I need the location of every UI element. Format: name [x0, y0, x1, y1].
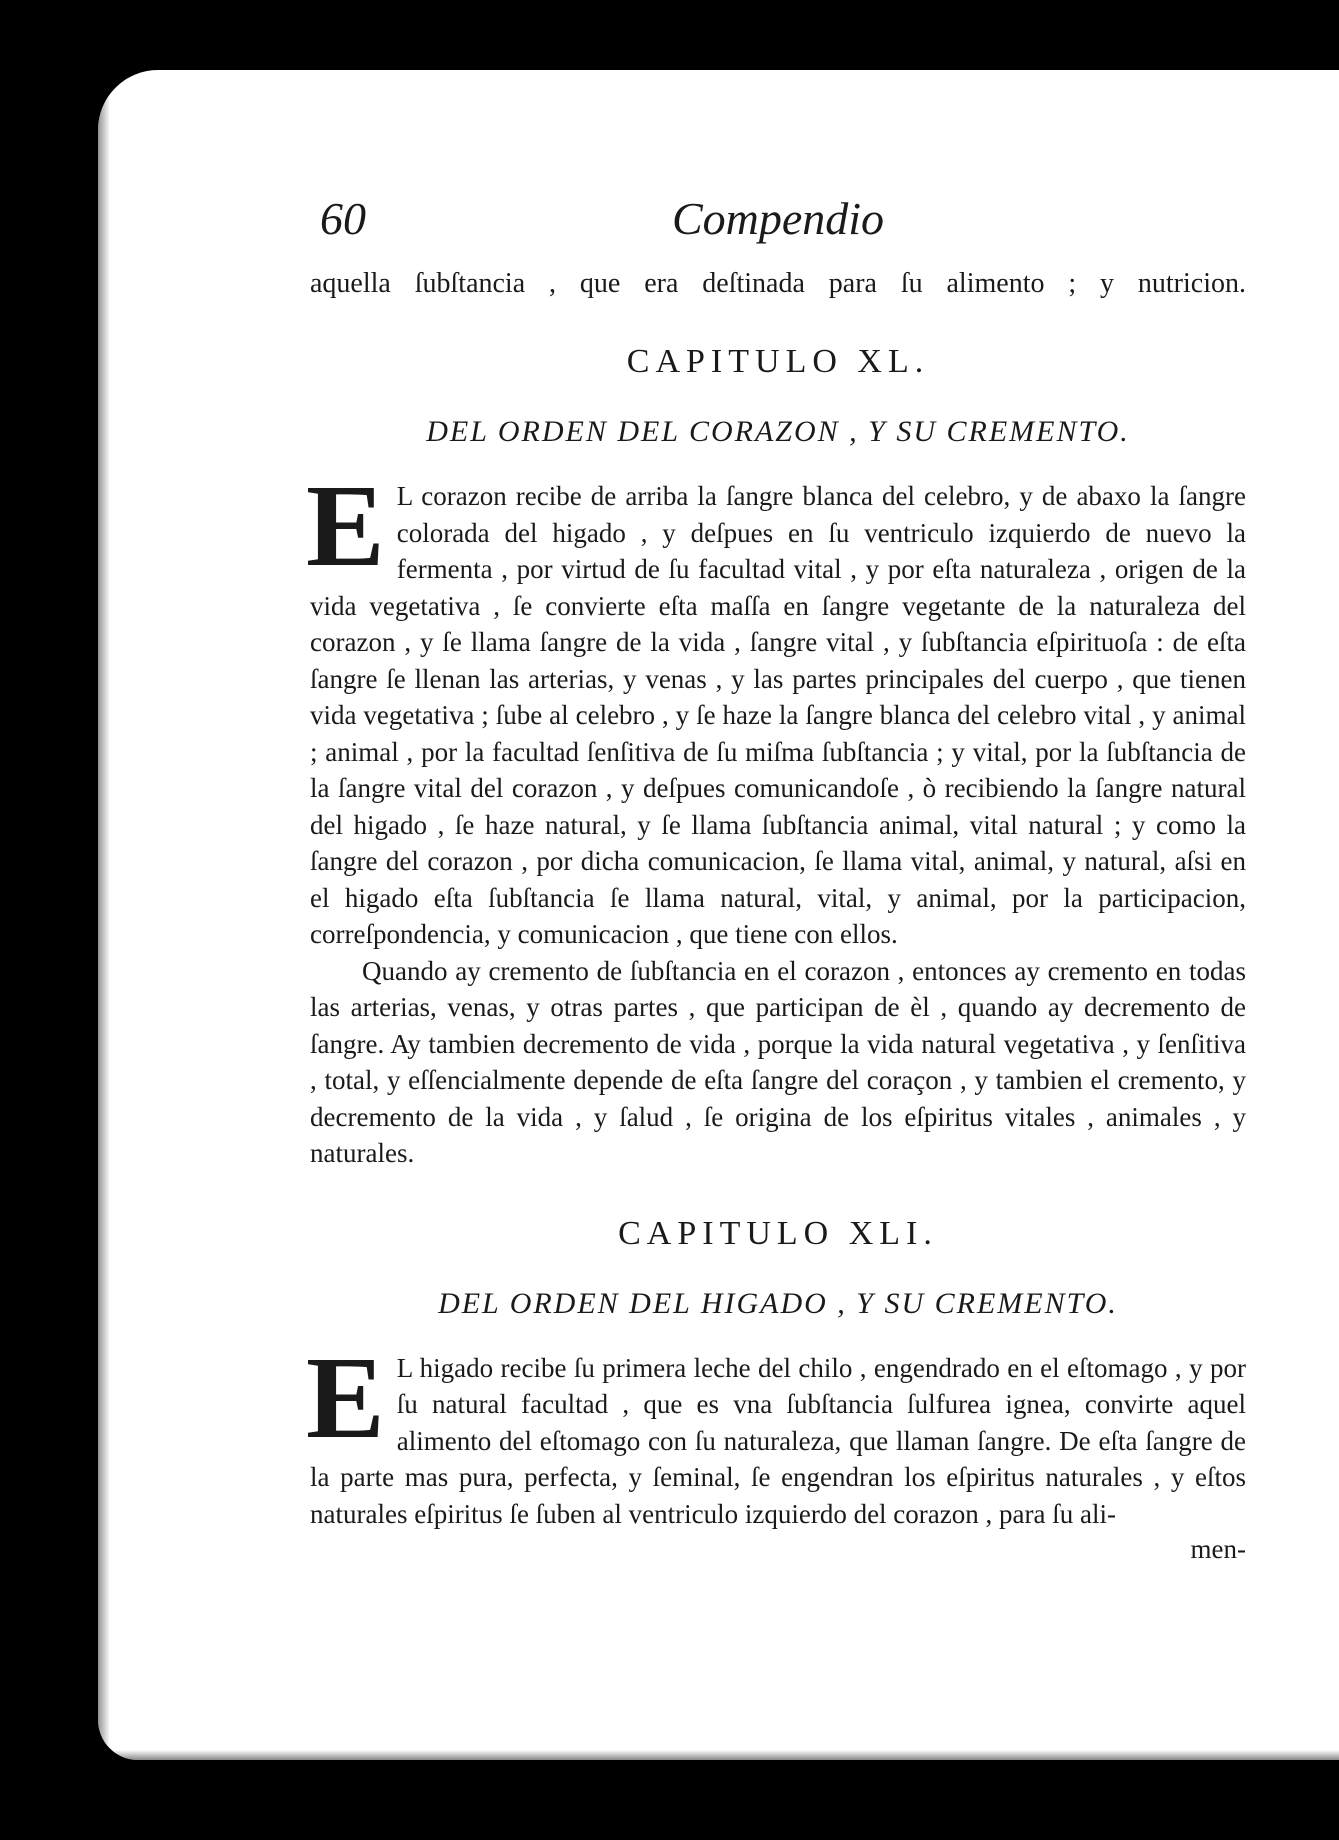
carry-over-line: aquella ſubſtancia , que era deſtinada para ſu alimento ; y nutricion. [310, 268, 1246, 299]
chapter-subtitle: DEL ORDEN DEL HIGADO , Y SU CREMENTO. [438, 1286, 1118, 1320]
chapter-heading: CAPITULO XLI. [618, 1214, 938, 1252]
chapter-subtitle: DEL ORDEN DEL CORAZON , Y SU CREMENTO. [426, 415, 1130, 448]
catchword: men- [1190, 1534, 1246, 1564]
text-block [306, 192, 1246, 1566]
running-head [310, 192, 1246, 262]
chapter-paragraph: Quando ay cremento de ſubſtancia en el corazon , entonces ay cremento en todas las arterias, venas, y otras partes , que participan de èl , quando ay decremento de ſangre. Ay tambien decremento de vida , porque la vida natural vegetativa , y ſenſitiva , total, y eſſencialmente depende de eſta ſangre del coraçon , y tambien el cremento, y decremento de la vida , y ſalud , ſe origina de los eſpiritus vitales , animales , y naturales. [310, 955, 1246, 1168]
drop-cap: E [306, 460, 385, 591]
paragraph-text: L corazon recibe de arriba la ſangre blanca del celebro, y de abaxo la ſangre colorada del higado , y deſpues en ſu ventriculo izquierdo de nuevo la fermenta , por virtud de ſu facultad vital , y por eſta naturaleza , origen de la vida vegetativa , ſe convierte eſta maſſa en ſangre vegetante de la naturaleza del corazon , y ſe llama ſangre de la vida , ſangre vital , y ſubſtancia eſpirituoſa : de eſta ſangre ſe llenan las arterias, y venas , y las partes principales del cuerpo , que tienen vida vegetativa ; ſube al celebro , y ſe haze la ſangre blanca del celebro vital , y animal ; animal , por la facultad ſenſitiva de ſu miſma ſubſtancia ; y vital, por la ſubſtancia de la ſangre vital del corazon , y deſpues comunicandoſe , ò recibiendo la ſangre natural del higado , ſe haze natural, y ſe llama ſubſtancia animal, vital natural ; y como la ſangre del corazon , por dicha comunicacion, ſe llama vital, animal, y natural, aſsi en el higado eſta ſubſtancia ſe llama natural, vital, y animal, por la participacion, correſpondencia, y comunicacion , que tiene con ellos. [310, 481, 1246, 949]
chapter-paragraph [306, 460, 1246, 953]
page-number: 60 [320, 193, 366, 244]
paragraph-text: L higado recibe ſu primera leche del chilo , engendrado en el eſtomago , y por ſu natural facultad , que es vna ſubſtancia ſulfurea ignea, convirte aquel alimento del eſtomago con ſu naturaleza, que llaman ſangre. De eſta ſangre de la parte mas pura, perfecta, y ſeminal, ſe engendran los eſpiritus naturales , y eſtos naturales eſpiritus ſe ſuben al ventriculo izquierdo del corazon , para ſu ali- [310, 1352, 1246, 1529]
book-page [98, 70, 1339, 1760]
drop-cap: E [306, 1331, 385, 1463]
page-bottom-shadow [98, 1750, 1339, 1760]
running-title: Compendio [671, 193, 885, 244]
chapter-heading: CAPITULO XL. [626, 343, 930, 380]
chapter-paragraph [306, 1331, 1246, 1533]
binding-shadow [98, 70, 110, 1760]
